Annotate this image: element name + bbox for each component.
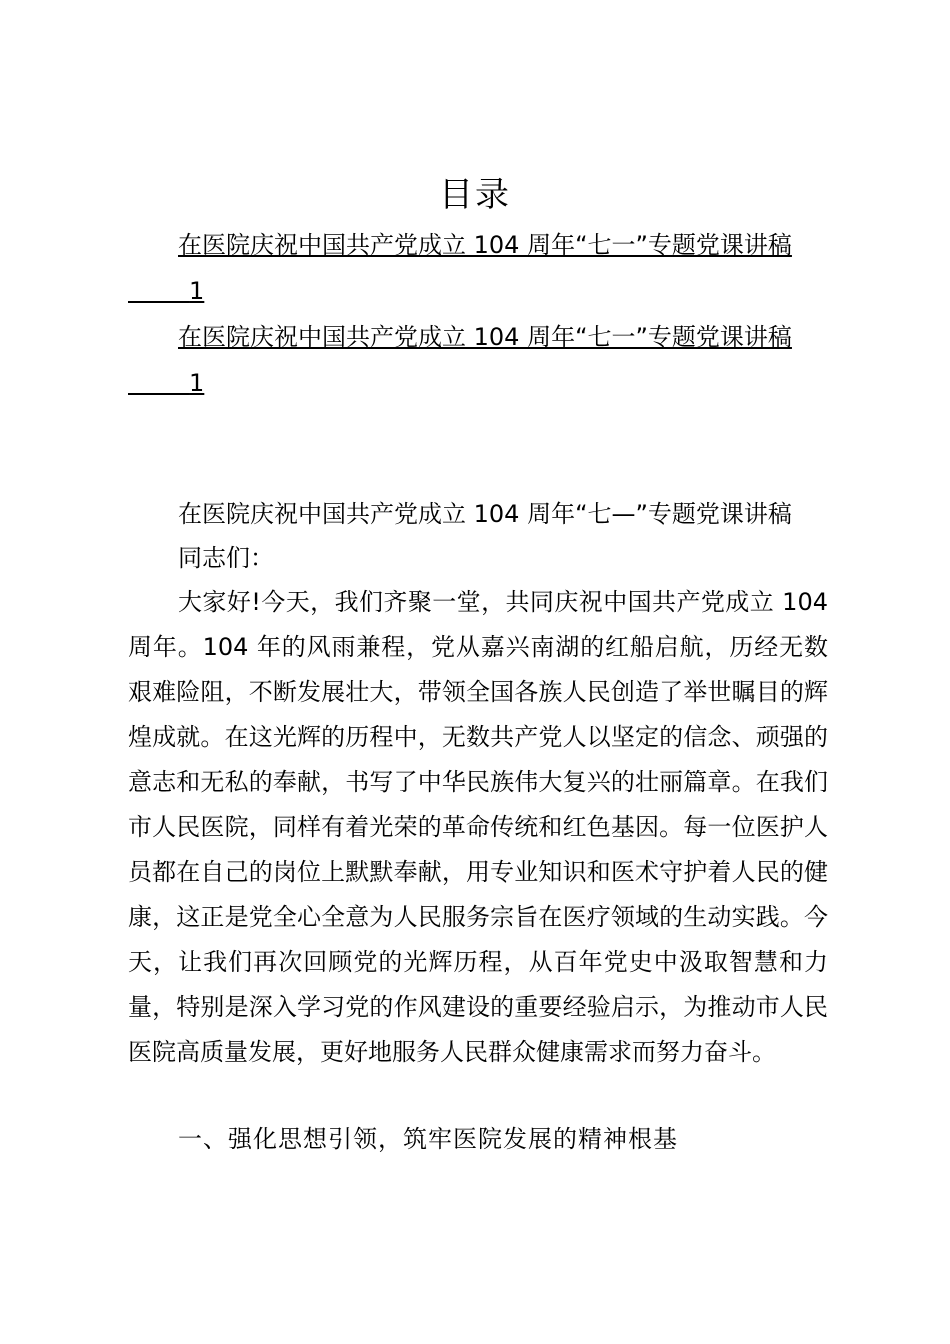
toc-entry[interactable] [128,314,828,406]
toc-entry-page-line[interactable] [128,268,828,314]
toc-entry-title[interactable]: 在医院庆祝中国共产党成立 104 周年“七一”专题党课讲稿 [178,231,792,259]
section-heading: 一、强化思想引领，筑牢医院发展的精神根基 [178,1125,678,1153]
toc-leader [128,277,189,305]
body-paragraph: 大家好!今天，我们齐聚一堂，共同庆祝中国共产党成立 104 周年。104 年的风雨兼程，党从嘉兴南湖的红船启航，历经无数艰难险阻，不断发展壮大，带领全国各族人民创造了举世瞩目的辉煌成就。在这光辉的历程中，无数共产党人以坚定的信念、顽强的意志和无私的奉献，书写了中华民族伟大复兴的壮丽篇章。在我们市人民医院，同样有着光荣的革命传统和红色基因。每一位医护人员都在自己的岗位上默默奉献，用专业知识和医术守护着人民的健康，这正是党全心全意为人民服务宗旨在医疗领域的生动实践。今天，让我们再次回顾党的光辉历程，从百年党史中汲取智慧和力量，特别是深入学习党的作风建设的重要经验启示，为推动市人民医院高质量发展，更好地服务人民群众健康需求而努力奋斗。 [128,588,828,1066]
toc-entry-page[interactable]: 1 [189,369,205,397]
toc-entry-title[interactable]: 在医院庆祝中国共产党成立 104 周年“七一”专题党课讲稿 [178,323,792,351]
toc-entry-page[interactable]: 1 [189,277,205,305]
salutation: 同志们： [178,544,274,572]
toc-title: 目录 [439,175,511,215]
toc-leader [128,369,189,397]
toc-entry[interactable] [128,222,828,314]
document-title: 在医院庆祝中国共产党成立 104 周年“七—”专题党课讲稿 [178,500,792,528]
toc-entry-page-line[interactable] [128,360,828,406]
